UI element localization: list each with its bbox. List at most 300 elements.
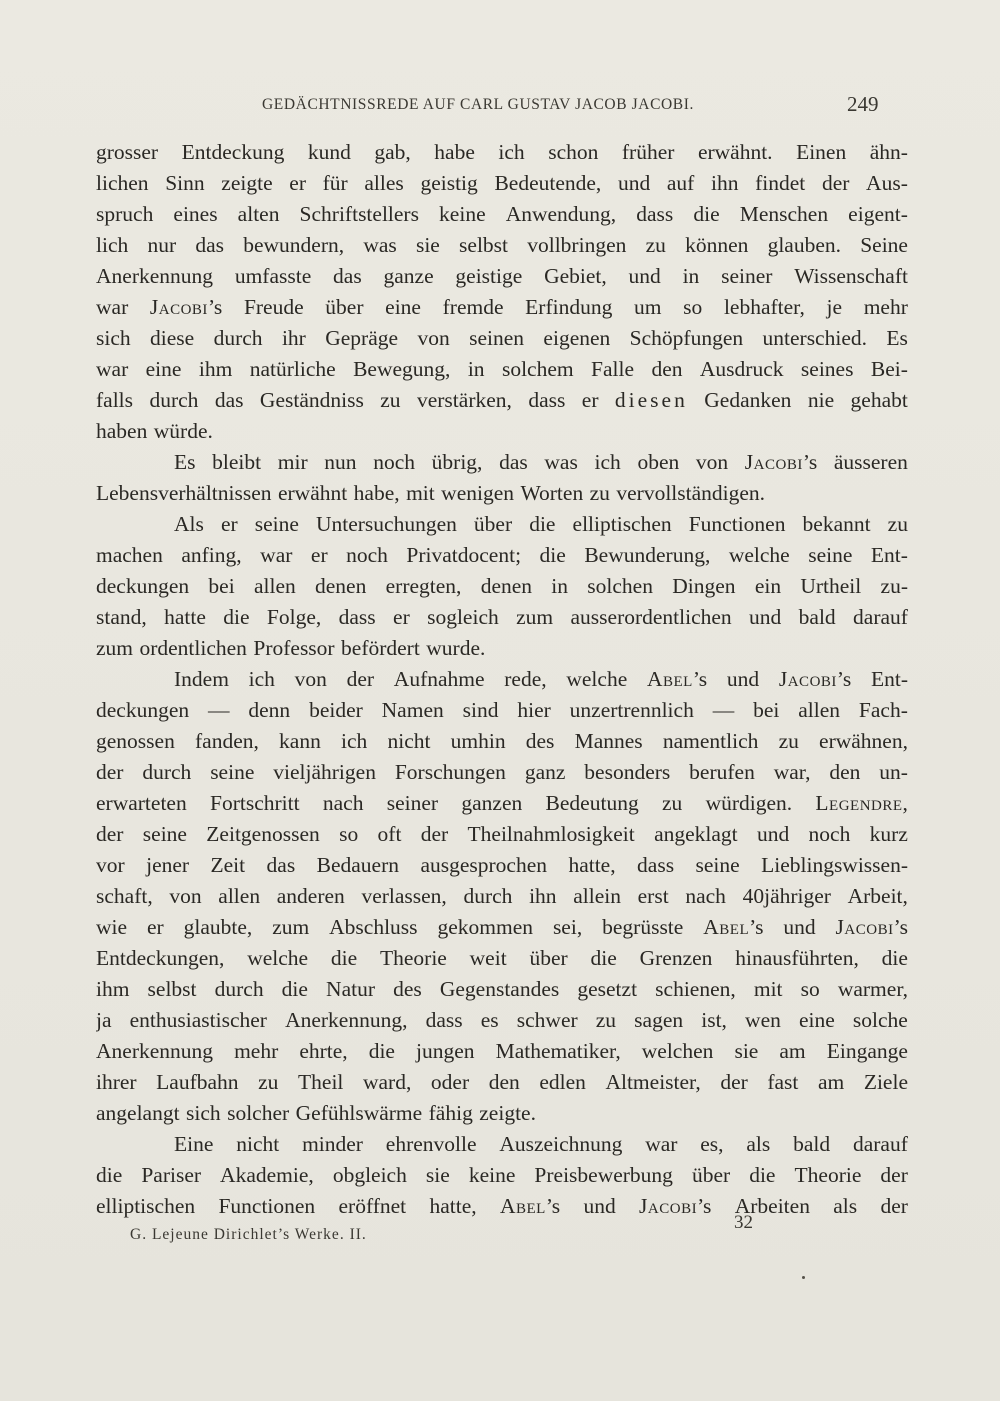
word: von bbox=[169, 884, 202, 908]
word: erst bbox=[637, 884, 669, 908]
word: Legendre, bbox=[815, 791, 908, 815]
word: um bbox=[634, 295, 662, 319]
word: diesen bbox=[614, 388, 688, 412]
word: sei, bbox=[552, 915, 583, 939]
word: so bbox=[800, 977, 820, 1001]
word: kurz bbox=[869, 822, 908, 846]
word: jener bbox=[146, 853, 190, 877]
word: der bbox=[720, 1070, 748, 1094]
word: eröffnet bbox=[338, 1194, 407, 1218]
text-line bbox=[96, 726, 908, 757]
word: umhin bbox=[450, 729, 506, 753]
word: ihm bbox=[198, 357, 233, 381]
word: ein bbox=[754, 574, 782, 598]
word: zeigte bbox=[221, 171, 273, 195]
word: die bbox=[881, 946, 908, 970]
word: weit bbox=[469, 946, 507, 970]
word: angeklagt bbox=[654, 822, 738, 846]
word: Es bbox=[174, 450, 196, 474]
word: von bbox=[417, 326, 450, 350]
word: habe bbox=[434, 140, 475, 164]
word: Mathematiker, bbox=[495, 1039, 621, 1063]
word: warmer, bbox=[837, 977, 908, 1001]
word: nur bbox=[147, 233, 177, 257]
word: oben bbox=[637, 450, 680, 474]
text-line bbox=[96, 974, 908, 1005]
word: Folge, bbox=[266, 605, 322, 629]
word: ehrte, bbox=[299, 1039, 348, 1063]
word: Anwendung, bbox=[505, 202, 617, 226]
word: die bbox=[281, 977, 308, 1001]
word: übrig, bbox=[431, 450, 483, 474]
word: Abel’s bbox=[703, 915, 764, 939]
word: erregten, bbox=[385, 574, 462, 598]
word: ihn bbox=[529, 884, 557, 908]
word: Untersuchungen bbox=[315, 512, 457, 536]
word: Wissenschaft bbox=[794, 264, 908, 288]
word: Fach- bbox=[858, 698, 908, 722]
word: Schöpfungen bbox=[629, 326, 744, 350]
word: erwarteten bbox=[96, 791, 187, 815]
signature-mark: 32 bbox=[734, 1212, 753, 1233]
word: Abschluss bbox=[329, 915, 418, 939]
word: haben bbox=[96, 419, 148, 443]
word: wurde. bbox=[426, 636, 486, 660]
word: vieljährigen bbox=[273, 760, 376, 784]
word: falls bbox=[96, 388, 134, 412]
word: hinausführten, bbox=[735, 946, 859, 970]
word: hier bbox=[517, 698, 551, 722]
word: das bbox=[499, 450, 528, 474]
word: Entdeckungen, bbox=[96, 946, 225, 970]
word: war bbox=[645, 1132, 678, 1156]
word: war, bbox=[773, 760, 811, 784]
word: Gepräge bbox=[325, 326, 399, 350]
word: gab, bbox=[374, 140, 411, 164]
word: welchen bbox=[641, 1039, 714, 1063]
word: das bbox=[195, 233, 224, 257]
word: diese bbox=[150, 326, 195, 350]
word: genossen bbox=[96, 729, 175, 753]
word: durch bbox=[149, 388, 199, 412]
word: können bbox=[685, 233, 749, 257]
word: Gebiet, bbox=[544, 264, 607, 288]
text-line bbox=[96, 788, 908, 819]
word: Bedeutung bbox=[545, 791, 639, 815]
word: Dingen bbox=[672, 574, 736, 598]
word: schienen, bbox=[655, 977, 736, 1001]
word: eine bbox=[798, 1008, 835, 1032]
word: denen bbox=[315, 574, 367, 598]
word: befördert bbox=[341, 636, 420, 660]
word: nicht bbox=[387, 729, 431, 753]
word: wen bbox=[745, 1008, 781, 1032]
word: Als bbox=[174, 512, 204, 536]
word: Lebensverhältnissen bbox=[96, 481, 272, 505]
word: und bbox=[749, 605, 782, 629]
word: ich bbox=[341, 729, 368, 753]
text-line bbox=[96, 261, 908, 292]
word: ihrer bbox=[96, 1070, 137, 1094]
text-line bbox=[96, 354, 908, 385]
word: seiner bbox=[721, 264, 773, 288]
word: nicht bbox=[236, 1132, 280, 1156]
text-line bbox=[96, 757, 908, 788]
word: er bbox=[289, 171, 306, 195]
word: dass bbox=[338, 605, 376, 629]
word: war bbox=[96, 295, 129, 319]
word: vollbringen bbox=[527, 233, 627, 257]
word: zu bbox=[887, 512, 908, 536]
word: der bbox=[96, 760, 124, 784]
text-line bbox=[96, 199, 908, 230]
word: schwer bbox=[516, 1008, 578, 1032]
word: Bedauern bbox=[316, 853, 400, 877]
word: verstärken, bbox=[416, 388, 512, 412]
word: ähn- bbox=[869, 140, 908, 164]
word: so bbox=[339, 822, 359, 846]
word: seine bbox=[808, 543, 853, 567]
word: Eine bbox=[174, 1132, 214, 1156]
word: mit bbox=[753, 977, 783, 1001]
word: das bbox=[214, 388, 244, 412]
word: so bbox=[683, 295, 703, 319]
word: seine bbox=[142, 822, 187, 846]
word: alten bbox=[237, 202, 280, 226]
word: lebhafter, bbox=[723, 295, 805, 319]
word: Falle bbox=[591, 357, 635, 381]
word: der bbox=[420, 822, 449, 846]
text-line bbox=[96, 1005, 908, 1036]
text-line bbox=[96, 509, 908, 540]
word: er bbox=[146, 915, 164, 939]
text-line bbox=[96, 633, 908, 664]
word: des bbox=[525, 729, 555, 753]
word: natürliche bbox=[249, 357, 336, 381]
text-line bbox=[96, 1160, 908, 1191]
word: ganzen bbox=[461, 791, 523, 815]
word: angelangt bbox=[96, 1101, 180, 1125]
word: ward, bbox=[362, 1070, 412, 1094]
text-line bbox=[96, 1067, 908, 1098]
word: — bbox=[208, 698, 230, 722]
word: ich bbox=[248, 667, 275, 691]
word: Anerkennung bbox=[96, 1039, 214, 1063]
word: grosser bbox=[96, 140, 159, 164]
word: schon bbox=[548, 140, 599, 164]
word: zu bbox=[645, 233, 666, 257]
word: Indem bbox=[174, 667, 229, 691]
word: des bbox=[393, 977, 422, 1001]
word: der bbox=[880, 1194, 908, 1218]
word: sie bbox=[734, 1039, 759, 1063]
running-head: GEDÄCHTNISSREDE AUF CARL GUSTAV JACOB JACOBI. bbox=[262, 96, 694, 113]
word: umfasste bbox=[234, 264, 312, 288]
word: Grenzen bbox=[639, 946, 713, 970]
word: seine bbox=[210, 760, 255, 784]
word: denen bbox=[480, 574, 533, 598]
word: alles bbox=[364, 171, 404, 195]
word: äusseren bbox=[833, 450, 908, 474]
word: obgleich bbox=[332, 1163, 407, 1187]
text-line bbox=[96, 571, 908, 602]
word: das bbox=[333, 264, 362, 288]
word: Arbeiten bbox=[734, 1194, 810, 1218]
word: was bbox=[363, 233, 397, 257]
word: Functionen bbox=[688, 512, 786, 536]
word: die bbox=[590, 946, 617, 970]
word: Freude bbox=[243, 295, 304, 319]
word: zu bbox=[380, 388, 401, 412]
word: die bbox=[368, 1039, 395, 1063]
word: allen bbox=[253, 574, 296, 598]
word: Privatdocent; bbox=[406, 543, 522, 567]
word: bei bbox=[753, 698, 780, 722]
word: über bbox=[325, 295, 364, 319]
word: solcher bbox=[227, 1101, 290, 1125]
word: Theilnahmlosigkeit bbox=[467, 822, 635, 846]
word: den bbox=[488, 1070, 520, 1094]
word: Menschen bbox=[739, 202, 829, 226]
word: seine bbox=[254, 512, 299, 536]
word: sie bbox=[415, 233, 440, 257]
word: elliptischen bbox=[572, 512, 672, 536]
word: anderen bbox=[276, 884, 345, 908]
word: die bbox=[96, 1163, 123, 1187]
word: Laufbahn bbox=[156, 1070, 239, 1094]
word: bei bbox=[208, 574, 235, 598]
word: von bbox=[695, 450, 729, 474]
word: Abel’s bbox=[646, 667, 708, 691]
word: dass bbox=[425, 1008, 463, 1032]
word: als bbox=[746, 1132, 771, 1156]
word: hatte, bbox=[568, 853, 616, 877]
word: sogleich bbox=[427, 605, 499, 629]
word: allen bbox=[218, 884, 261, 908]
word: jungen bbox=[416, 1039, 475, 1063]
word: über bbox=[691, 1163, 731, 1187]
word: schaft, bbox=[96, 884, 153, 908]
word: welche bbox=[247, 946, 309, 970]
word: mit bbox=[406, 481, 435, 505]
word: Einen bbox=[796, 140, 847, 164]
text-line bbox=[96, 664, 908, 695]
word: die bbox=[539, 543, 566, 567]
word: deckungen bbox=[96, 574, 190, 598]
word: er bbox=[310, 543, 328, 567]
page-number: 249 bbox=[847, 92, 879, 116]
word: Zeit bbox=[210, 853, 246, 877]
word: solchen bbox=[587, 574, 653, 598]
word: die bbox=[330, 946, 358, 970]
word: wenigen bbox=[441, 481, 515, 505]
word: dass bbox=[637, 853, 675, 877]
text-line bbox=[96, 1129, 908, 1160]
word: seine bbox=[695, 853, 740, 877]
word: findet bbox=[755, 171, 806, 195]
word: Ent- bbox=[870, 543, 908, 567]
word: eine bbox=[145, 357, 182, 381]
word: zu bbox=[589, 481, 610, 505]
word: von bbox=[294, 667, 327, 691]
word: Abel’s bbox=[499, 1194, 561, 1218]
word: bald bbox=[793, 1132, 831, 1156]
word: darauf bbox=[853, 605, 908, 629]
word: ist, bbox=[701, 1008, 727, 1032]
word: kann bbox=[279, 729, 321, 753]
word: Mannes bbox=[574, 729, 643, 753]
word: Sinn bbox=[165, 171, 205, 195]
word: Ausdruck bbox=[699, 357, 784, 381]
word: zum bbox=[96, 636, 134, 660]
word: sagen bbox=[634, 1008, 684, 1032]
text-line bbox=[96, 602, 908, 633]
word: wie bbox=[96, 915, 128, 939]
word: es, bbox=[700, 1132, 724, 1156]
word: mir bbox=[277, 450, 308, 474]
word: dass bbox=[528, 388, 566, 412]
word: elliptischen bbox=[96, 1194, 196, 1218]
word: keine bbox=[439, 202, 486, 226]
text-line bbox=[96, 1098, 908, 1129]
word: was bbox=[544, 450, 578, 474]
word: noch bbox=[373, 450, 415, 474]
paper-speck bbox=[802, 1276, 805, 1279]
word: kund bbox=[307, 140, 351, 164]
word: zum bbox=[516, 605, 554, 629]
text-line bbox=[96, 819, 908, 850]
word: verlassen, bbox=[361, 884, 447, 908]
text-line bbox=[96, 881, 908, 912]
word: Jacobi’s bbox=[639, 1194, 712, 1218]
word: der bbox=[880, 1163, 908, 1187]
word: Theorie bbox=[794, 1163, 862, 1187]
word: er bbox=[393, 605, 410, 629]
word: Gedanken bbox=[704, 388, 792, 412]
word: noch bbox=[346, 543, 388, 567]
word: eines bbox=[173, 202, 218, 226]
word: sind bbox=[462, 698, 499, 722]
word: Auszeichnung bbox=[499, 1132, 623, 1156]
word: Natur bbox=[326, 977, 375, 1001]
word: geistige bbox=[455, 264, 523, 288]
word: rede, bbox=[504, 667, 547, 691]
word: ordentlichen bbox=[139, 636, 247, 660]
word: war bbox=[96, 357, 129, 381]
word: zu bbox=[258, 1070, 279, 1094]
word: welche bbox=[566, 667, 628, 691]
word: unterschied. bbox=[762, 326, 867, 350]
text-line bbox=[96, 323, 908, 354]
word: zum bbox=[272, 915, 310, 939]
word: lich bbox=[96, 233, 129, 257]
word: habe, bbox=[353, 481, 400, 505]
word: allein bbox=[573, 884, 621, 908]
word: denn bbox=[248, 698, 291, 722]
word: 40jähriger bbox=[742, 884, 831, 908]
word: vor bbox=[96, 853, 125, 877]
word: selbst bbox=[147, 977, 197, 1001]
word: Theil bbox=[298, 1070, 344, 1094]
word: namentlich bbox=[662, 729, 759, 753]
text-line bbox=[96, 912, 908, 943]
word: zu bbox=[661, 791, 683, 815]
word: die bbox=[223, 605, 250, 629]
word: Pariser bbox=[141, 1163, 202, 1187]
word: Anerkennung, bbox=[285, 1008, 408, 1032]
word: Ziele bbox=[863, 1070, 908, 1094]
word: über bbox=[529, 946, 568, 970]
word: erwähnt. bbox=[697, 140, 773, 164]
word: Anerkennung bbox=[96, 264, 214, 288]
word: Aus- bbox=[866, 171, 908, 195]
word: solchem bbox=[501, 357, 574, 381]
word: Zeitgenossen bbox=[206, 822, 320, 846]
word: noch bbox=[808, 822, 851, 846]
word: er bbox=[220, 512, 238, 536]
word: seines bbox=[800, 357, 854, 381]
word: Jacobi’s bbox=[778, 667, 852, 691]
word: sich bbox=[96, 326, 131, 350]
word: in bbox=[467, 357, 485, 381]
word: und bbox=[783, 915, 816, 939]
word: und bbox=[583, 1194, 616, 1218]
text-line bbox=[96, 1036, 908, 1067]
word: in bbox=[551, 574, 569, 598]
word: fanden, bbox=[195, 729, 259, 753]
word: der bbox=[821, 171, 850, 195]
word: geistig bbox=[420, 171, 478, 195]
word: edlen bbox=[539, 1070, 586, 1094]
word: ihr bbox=[281, 326, 306, 350]
word: die bbox=[749, 1163, 776, 1187]
word: er bbox=[581, 388, 599, 412]
text-line bbox=[96, 850, 908, 881]
word: gesetzt bbox=[577, 977, 638, 1001]
text-line bbox=[96, 168, 908, 199]
word: die bbox=[529, 512, 556, 536]
word: oder bbox=[430, 1070, 470, 1094]
word: sie bbox=[425, 1163, 450, 1187]
word: erwähnen, bbox=[819, 729, 908, 753]
word: Erfindung bbox=[525, 295, 613, 319]
word: über bbox=[473, 512, 513, 536]
word: auf bbox=[666, 171, 695, 195]
word: Theorie bbox=[379, 946, 447, 970]
word: bald bbox=[798, 605, 836, 629]
word: Bewegung, bbox=[353, 357, 451, 381]
word: würde. bbox=[153, 419, 213, 443]
text-line bbox=[96, 943, 908, 974]
word: Schriftstellers bbox=[299, 202, 419, 226]
word: seiner bbox=[386, 791, 439, 815]
word: besonders bbox=[584, 760, 671, 784]
word: deckungen bbox=[96, 698, 190, 722]
word: Fortschritt bbox=[210, 791, 300, 815]
word: Akademie, bbox=[220, 1163, 314, 1187]
body-text bbox=[96, 137, 908, 1222]
word: fremde bbox=[442, 295, 504, 319]
word: mehr bbox=[863, 295, 908, 319]
word: hatte, bbox=[429, 1194, 477, 1218]
word: Geständniss bbox=[259, 388, 364, 412]
word: fähig bbox=[428, 1101, 473, 1125]
word: eine bbox=[385, 295, 421, 319]
word: durch bbox=[142, 760, 192, 784]
word: erwähnt bbox=[277, 481, 348, 505]
word: nun bbox=[324, 450, 357, 474]
word: durch bbox=[463, 884, 513, 908]
